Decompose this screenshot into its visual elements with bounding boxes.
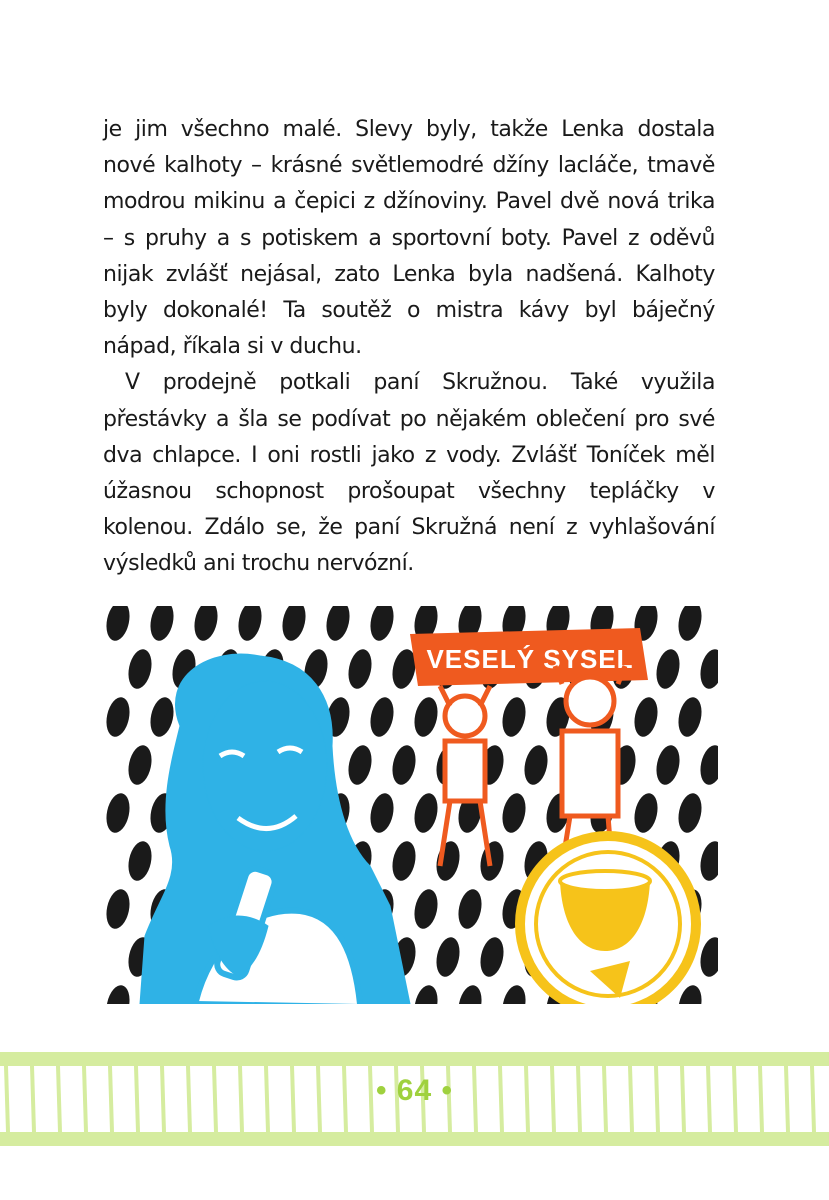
paragraph-2: V prodejně potkali paní Skružnou. Také využila přestávky a šla se podívat po nějakém oblečení pro své dva chlapce. I oni rostli jako z vody. Zvlášť Toníček měl úžasnou schopnost prošoupat všechny tepláčky v kolenou. Zdálo se, že paní Skružná není z vyhlašování výsledků ani trochu nervózní.	[103, 370, 715, 577]
coffee-bean	[125, 647, 155, 691]
coffee-bean	[631, 695, 661, 739]
coffee-bean	[367, 791, 397, 835]
coffee-bean	[147, 606, 177, 643]
coffee-bean	[323, 606, 353, 643]
coffee-medal	[520, 836, 696, 1004]
coffee-bean	[103, 606, 133, 643]
coffee-bean	[389, 743, 419, 787]
coffee-bean	[103, 983, 133, 1004]
coffee-bean	[125, 839, 155, 883]
coffee-bean	[675, 606, 705, 643]
coffee-bean	[235, 606, 265, 643]
coffee-bean	[191, 606, 221, 643]
coffee-bean	[455, 983, 485, 1004]
banner-text: VESELÝ SYSEL	[426, 644, 634, 674]
coffee-bean	[521, 743, 551, 787]
coffee-bean	[675, 791, 705, 835]
paragraph-1: je jim všechno malé. Slevy byly, takže Lenka dostala nové kalhoty – krásné světlemodré džíny lacláče, tmavě modrou mikinu a čepici z džínoviny. Pavel dvě nová trika – s pruhy a s potiskem a sportovní boty. Pavel z oděvů nijak zvlášť nejásal, zato Lenka byla nadšená. Kalhoty byly dokonalé! Ta soutěž o mistra kávy byl báječný nápad, říkala si v duchu.	[103, 117, 715, 360]
coffee-bean	[697, 935, 718, 979]
coffee-bean	[147, 695, 177, 739]
coffee-bean	[411, 695, 441, 739]
coffee-bean	[653, 647, 683, 691]
coffee-bean	[631, 791, 661, 835]
body-text	[103, 112, 715, 583]
woman-figure	[140, 654, 410, 1004]
coffee-bean	[367, 695, 397, 739]
coffee-bean	[103, 695, 133, 739]
coffee-bean	[477, 935, 507, 979]
coffee-bean	[279, 606, 309, 643]
coffee-bean	[411, 983, 441, 1004]
coffee-bean	[433, 935, 463, 979]
coffee-bean	[499, 791, 529, 835]
coffee-bean	[697, 839, 718, 883]
coffee-bean	[455, 887, 485, 931]
coffee-bean	[103, 791, 133, 835]
coffee-bean	[697, 743, 718, 787]
coffee-bean	[433, 839, 463, 883]
page-number: • 64 •	[375, 1074, 454, 1107]
coffee-bean	[411, 887, 441, 931]
coffee-bean	[367, 606, 397, 643]
coffee-bean	[499, 695, 529, 739]
coffee-bean	[345, 647, 375, 691]
coffee-bean	[697, 647, 718, 691]
banner	[410, 628, 648, 686]
coffee-bean	[499, 983, 529, 1004]
coffee-bean	[345, 743, 375, 787]
coffee-bean	[103, 887, 133, 931]
illustration-art	[100, 606, 718, 1004]
coffee-bean	[675, 983, 705, 1004]
coffee-bean	[389, 839, 419, 883]
illustration	[100, 606, 718, 1004]
coffee-bean	[477, 839, 507, 883]
coffee-bean	[125, 743, 155, 787]
coffee-bean	[653, 743, 683, 787]
coffee-bean	[675, 695, 705, 739]
coffee-bean	[411, 791, 441, 835]
